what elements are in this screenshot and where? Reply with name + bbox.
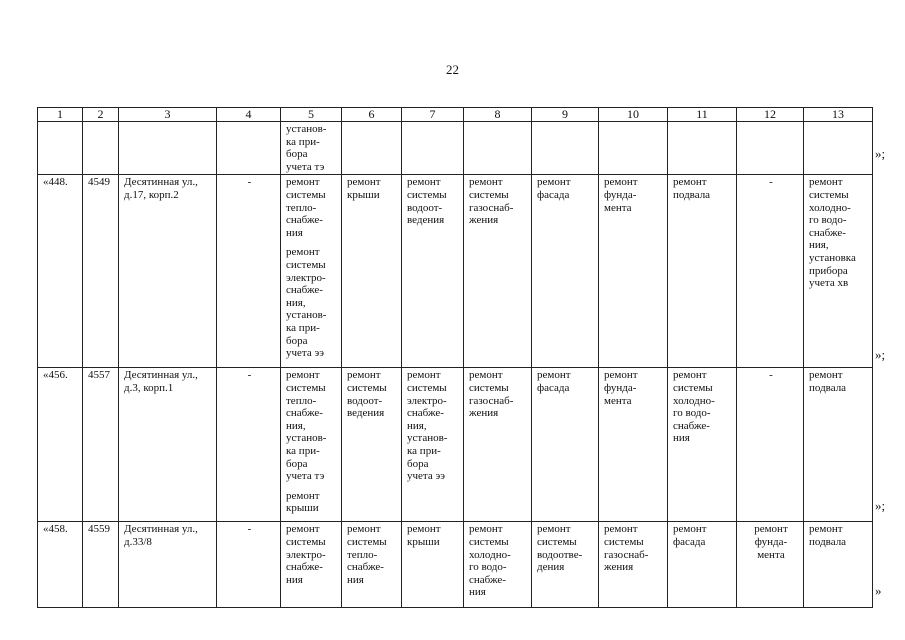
cell-entry — [469, 523, 528, 599]
cell-text-line: тепло- — [286, 201, 317, 214]
row-closing-mark: »; — [875, 146, 886, 161]
cell-text-line: ремонт — [604, 369, 638, 382]
cell-text-line: системы — [469, 535, 509, 548]
cell-text-line: снабже- — [286, 561, 323, 574]
cell-text-line: ремонт — [537, 176, 571, 189]
cell-text-line: 4557 — [88, 369, 110, 382]
table-cell — [464, 175, 532, 368]
cell-text-line: мента — [604, 201, 632, 214]
column-number-header: 4 — [217, 108, 281, 122]
table-cell — [532, 175, 599, 368]
table-cell — [737, 522, 804, 608]
cell-text-line: крыши — [286, 502, 319, 515]
cell-text-line: системы — [407, 381, 447, 394]
cell-text-line: ка при- — [407, 444, 441, 457]
cell-text-line: подвала — [809, 381, 847, 394]
cell-text-line: учета ээ — [286, 347, 324, 360]
cell-entry — [88, 369, 115, 382]
cell-text-line: ния, — [809, 239, 829, 252]
cell-text-line: ка при- — [286, 444, 320, 457]
cell-text-line: системы — [469, 188, 509, 201]
column-number-header: 2 — [83, 108, 119, 122]
cell-text-line: «448. — [43, 176, 68, 189]
cell-text-line: учета хв — [809, 277, 849, 290]
cell-text-line: установ- — [286, 309, 327, 322]
cell-text-line: газоснаб- — [469, 394, 514, 407]
column-number-header: 3 — [119, 108, 217, 122]
cell-text-line: снабже- — [286, 407, 323, 420]
cell-entry — [286, 523, 338, 586]
table-cell — [464, 522, 532, 608]
table-cell — [464, 368, 532, 522]
cell-text-line: системы — [286, 188, 326, 201]
table-cell — [668, 368, 737, 522]
cell-entry — [537, 369, 595, 394]
cell-text-line: ния — [286, 226, 303, 239]
cell-text-line: холодно- — [809, 201, 851, 214]
table-cell — [83, 122, 119, 175]
table-cell — [668, 175, 737, 368]
table-cell — [119, 368, 217, 522]
cell-text-line: системы — [809, 188, 849, 201]
cell-text-line: прибора — [809, 264, 848, 277]
row-closing-mark: » — [875, 583, 882, 598]
cell-entry — [43, 369, 79, 382]
table-cell — [119, 175, 217, 368]
cell-text-line: Десятинная ул., — [124, 176, 198, 189]
cell-text-line: - — [247, 369, 252, 382]
cell-entry — [286, 490, 338, 515]
cell-text-line: ремонт — [809, 523, 843, 536]
cell-text-line: го водо- — [809, 214, 847, 227]
cell-text-line: ремонт — [673, 369, 707, 382]
cell-entry — [347, 369, 398, 419]
cell-text-line: системы — [537, 535, 577, 548]
table-cell — [737, 122, 804, 175]
page-number: 22 — [446, 62, 459, 77]
cell-entry — [673, 523, 733, 548]
cell-entry — [742, 523, 800, 561]
cell-text-line: - — [247, 176, 252, 189]
cell-text-line: холодно- — [673, 394, 715, 407]
cell-text-line: установка — [809, 251, 856, 264]
table-cell — [402, 522, 464, 608]
table-cell — [342, 175, 402, 368]
column-number-header: 8 — [464, 108, 532, 122]
table-cell — [38, 522, 83, 608]
cell-text-line: ремонт — [407, 369, 441, 382]
cell-text-line: системы — [673, 381, 713, 394]
cell-text-line: системы — [286, 258, 326, 271]
cell-text-line: ния, — [286, 296, 306, 309]
cell-text-line: 4559 — [88, 523, 110, 536]
table-row — [38, 122, 873, 175]
cell-text-line: снабже- — [407, 407, 444, 420]
cell-entry — [537, 176, 595, 201]
cell-entry — [88, 523, 115, 536]
cell-text-line: ния — [673, 432, 690, 445]
cell-text-line: электро- — [286, 271, 326, 284]
cell-text-line: «456. — [43, 369, 68, 382]
cell-text-line: учета тэ — [286, 470, 325, 483]
cell-entry — [222, 369, 277, 382]
cell-text-line: системы — [604, 535, 644, 548]
cell-text-line: системы — [286, 381, 326, 394]
cell-text-line: 4549 — [88, 176, 110, 189]
column-number-row — [38, 108, 873, 122]
table-cell — [402, 122, 464, 175]
cell-text-line: системы — [407, 188, 447, 201]
cell-entry — [286, 176, 338, 239]
cell-text-line: учета тэ — [286, 160, 325, 173]
cell-text-line: крыши — [347, 188, 380, 201]
cell-text-line: мента — [757, 548, 785, 561]
cell-text-line: водоотве- — [537, 548, 583, 561]
cell-entry — [407, 176, 460, 226]
cell-entry — [604, 523, 664, 573]
table-cell — [599, 522, 668, 608]
cell-text-line: водоот- — [407, 201, 443, 214]
column-number-header: 6 — [342, 108, 402, 122]
table-cell — [532, 368, 599, 522]
cell-text-line: ния, — [407, 419, 427, 432]
table-cell — [342, 368, 402, 522]
cell-entry — [347, 523, 398, 586]
cell-text-line: го водо- — [673, 407, 711, 420]
cell-text-line: ка при- — [286, 135, 320, 148]
cell-text-line: ведения — [407, 214, 445, 227]
cell-text-line: ремонт — [469, 523, 503, 536]
cell-entry — [809, 176, 869, 289]
cell-text-line: бора — [286, 457, 308, 470]
cell-text-line: «458. — [43, 523, 68, 536]
cell-text-line: ремонт — [347, 176, 381, 189]
cell-text-line: - — [247, 523, 252, 536]
cell-text-line: д.3, корп.1 — [124, 381, 174, 394]
table-cell — [119, 122, 217, 175]
table-cell — [464, 122, 532, 175]
table-cell — [737, 368, 804, 522]
cell-entry — [347, 176, 398, 201]
table-cell — [38, 122, 83, 175]
cell-text-line: газоснаб- — [469, 201, 514, 214]
cell-text-line: водоот- — [347, 394, 383, 407]
cell-text-line: ремонт — [809, 369, 843, 382]
cell-entry — [124, 523, 213, 548]
column-number-header: 1 — [38, 108, 83, 122]
cell-text-line: крыши — [407, 535, 440, 548]
cell-text-line: фасада — [673, 535, 706, 548]
table-cell — [281, 368, 342, 522]
cell-text-line: ремонт — [286, 523, 320, 536]
cell-entry — [673, 369, 733, 445]
cell-text-line: учета ээ — [407, 470, 445, 483]
cell-entry — [673, 176, 733, 201]
cell-text-line: ремонт — [407, 523, 441, 536]
cell-text-line: - — [769, 176, 773, 189]
repair-schedule-table — [37, 107, 873, 608]
cell-text-line: Десятинная ул., — [124, 523, 198, 536]
cell-text-line: подвала — [809, 535, 847, 548]
table-cell — [83, 368, 119, 522]
cell-text-line: ремонт — [286, 246, 320, 259]
cell-text-line: ремонт — [604, 176, 638, 189]
table-cell — [804, 175, 873, 368]
cell-text-line: д.17, корп.2 — [124, 188, 179, 201]
cell-text-line: ремонт — [286, 489, 320, 502]
cell-text-line: Десятинная ул., — [124, 369, 198, 382]
table-cell — [532, 522, 599, 608]
cell-text-line: системы — [347, 535, 387, 548]
table-cell — [217, 522, 281, 608]
table-cell — [599, 368, 668, 522]
cell-entry — [222, 176, 277, 189]
table-row — [38, 175, 873, 368]
cell-text-line: ремонт — [347, 369, 381, 382]
table-cell — [737, 175, 804, 368]
cell-text-line: ремонт — [347, 523, 381, 536]
cell-text-line: фасада — [537, 381, 570, 394]
table-cell — [83, 175, 119, 368]
cell-text-line: ния — [286, 573, 303, 586]
cell-text-line: установ- — [286, 123, 327, 135]
cell-text-line: системы — [469, 381, 509, 394]
cell-text-line: ния — [347, 573, 364, 586]
cell-text-line: жения — [469, 214, 499, 227]
table-cell — [668, 522, 737, 608]
cell-text-line: го водо- — [469, 561, 507, 574]
table-row — [38, 522, 873, 608]
cell-text-line: снабже- — [469, 573, 506, 586]
table-cell — [599, 122, 668, 175]
cell-text-line: фунда- — [604, 188, 637, 201]
cell-text-line: установ- — [286, 432, 327, 445]
cell-entry — [286, 246, 338, 359]
cell-text-line: ремонт — [469, 176, 503, 189]
table-cell — [281, 522, 342, 608]
cell-text-line: фасада — [537, 188, 570, 201]
cell-entry — [742, 176, 800, 189]
column-number-header: 11 — [668, 108, 737, 122]
column-number-header: 12 — [737, 108, 804, 122]
column-number-header: 5 — [281, 108, 342, 122]
cell-text-line: фунда- — [754, 535, 788, 548]
cell-text-line: снабже- — [286, 214, 323, 227]
cell-entry — [407, 369, 460, 482]
cell-entry — [537, 523, 595, 573]
cell-text-line: системы — [286, 535, 326, 548]
cell-text-line: д.33/8 — [124, 535, 152, 548]
cell-entry — [407, 523, 460, 548]
cell-text-line: снабже- — [347, 561, 384, 574]
cell-entry — [809, 523, 869, 548]
table-cell — [402, 368, 464, 522]
table-cell — [402, 175, 464, 368]
cell-text-line: электро- — [286, 548, 326, 561]
cell-text-line: ния, — [286, 419, 306, 432]
table-cell — [599, 175, 668, 368]
cell-entry — [742, 369, 800, 382]
cell-text-line: бора — [286, 334, 308, 347]
cell-text-line: ремонт — [537, 369, 571, 382]
cell-text-line: тепло- — [347, 548, 378, 561]
cell-text-line: электро- — [407, 394, 447, 407]
table-cell — [342, 522, 402, 608]
cell-text-line: ремонт — [673, 523, 707, 536]
cell-text-line: ведения — [347, 407, 385, 420]
cell-text-line: ремонт — [754, 523, 788, 536]
table-row — [38, 368, 873, 522]
column-number-header: 9 — [532, 108, 599, 122]
table-cell — [804, 122, 873, 175]
table-cell — [668, 122, 737, 175]
cell-text-line: системы — [347, 381, 387, 394]
cell-text-line: снабже- — [286, 284, 323, 297]
cell-text-line: дения — [537, 561, 565, 574]
table-cell — [217, 368, 281, 522]
cell-text-line: установ- — [407, 432, 448, 445]
cell-text-line: подвала — [673, 188, 711, 201]
cell-entry — [469, 369, 528, 419]
cell-text-line: ремонт — [407, 176, 441, 189]
cell-entry — [43, 523, 79, 536]
table-cell — [119, 522, 217, 608]
column-number-header: 7 — [402, 108, 464, 122]
table-cell — [804, 368, 873, 522]
column-number-header: 13 — [804, 108, 873, 122]
cell-text-line: ремонт — [673, 176, 707, 189]
cell-text-line: ремонт — [604, 523, 638, 536]
cell-text-line: снабже- — [809, 226, 846, 239]
column-number-header: 10 — [599, 108, 668, 122]
cell-entry — [43, 176, 79, 189]
cell-entry — [604, 176, 664, 214]
row-closing-mark: »; — [875, 347, 886, 362]
table-cell — [38, 175, 83, 368]
cell-text-line: снабже- — [673, 419, 710, 432]
cell-text-line: холодно- — [469, 548, 511, 561]
cell-text-line: - — [769, 369, 773, 382]
cell-text-line: ремонт — [469, 369, 503, 382]
cell-entry — [604, 369, 664, 407]
cell-text-line: ремонт — [537, 523, 571, 536]
table-cell — [217, 175, 281, 368]
table-cell — [342, 122, 402, 175]
table-cell — [217, 122, 281, 175]
cell-entry — [88, 176, 115, 189]
cell-text-line: фунда- — [604, 381, 637, 394]
cell-text-line: ремонт — [286, 176, 320, 189]
table-cell — [281, 175, 342, 368]
table-cell — [804, 522, 873, 608]
cell-text-line: ремонт — [286, 369, 320, 382]
cell-entry — [469, 176, 528, 226]
cell-text-line: мента — [604, 394, 632, 407]
table-cell — [281, 122, 342, 175]
cell-text-line: жения — [604, 561, 634, 574]
cell-entry — [124, 176, 213, 201]
cell-entry — [124, 369, 213, 394]
table-cell — [532, 122, 599, 175]
cell-text-line: бора — [286, 148, 308, 161]
cell-text-line: бора — [407, 457, 429, 470]
cell-entry — [286, 123, 338, 173]
cell-text-line: жения — [469, 407, 499, 420]
cell-text-line: ка при- — [286, 321, 320, 334]
cell-text-line: газоснаб- — [604, 548, 649, 561]
row-closing-mark: »; — [875, 498, 886, 513]
cell-text-line: ния — [469, 586, 486, 599]
cell-text-line: ремонт — [809, 176, 843, 189]
cell-entry — [222, 523, 277, 536]
table-cell — [38, 368, 83, 522]
cell-text-line: тепло- — [286, 394, 317, 407]
cell-entry — [286, 369, 338, 482]
cell-entry — [809, 369, 869, 394]
table-cell — [83, 522, 119, 608]
